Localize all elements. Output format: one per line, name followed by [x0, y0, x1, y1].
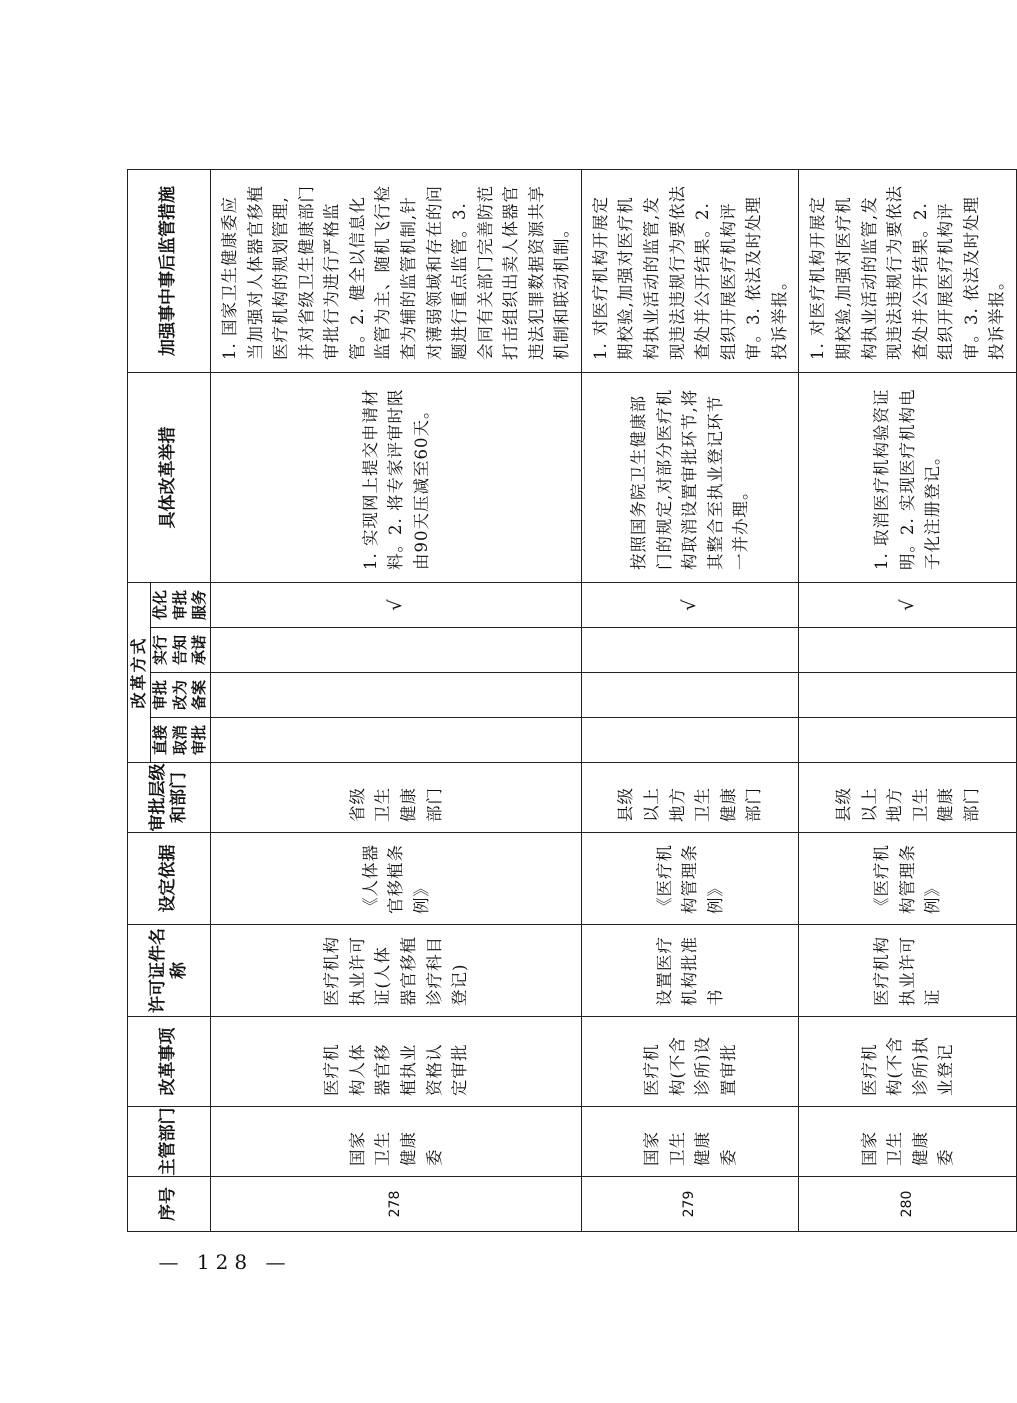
row-seq: 279 — [581, 1177, 799, 1232]
header-supervision: 加强事中事后监管措施 — [128, 169, 211, 372]
row-item: 医疗机构人体器官移植执业资格认定审批 — [322, 1043, 470, 1096]
row-method-cancel — [581, 718, 799, 763]
header-license: 许可证件名称 — [128, 925, 211, 1017]
row-basis: 《人体器官移植条例》 — [360, 844, 431, 914]
row-license: 设置医疗机构批准书 — [654, 936, 725, 1006]
row-method-cancel — [799, 718, 1017, 763]
header-method-group: 改革方式 — [128, 582, 151, 762]
header-method-cancel: 直接取消审批 — [151, 718, 211, 763]
row-measures: 1. 取消医疗机构验资证明。2. 实现医疗机构电子化注册登记。 — [799, 372, 1017, 582]
header-method-commitment: 实行告知承诺 — [151, 628, 211, 673]
row-method-optimize-check: √ — [211, 582, 582, 627]
row-dept: 国家卫生健康委 — [347, 1131, 444, 1166]
page-number-value: 128 — [196, 1250, 254, 1274]
header-measures: 具体改革举措 — [128, 372, 211, 582]
row-level: 县级以上地方卫生健康部门 — [616, 787, 764, 822]
row-supervision: 1. 国家卫生健康委应当加强对人体器官移植医疗机构的规划管理,并对省级卫生健康部门审批行为进行严格监管。2. 健全以信息化监管为主、随机飞行检查为辅的监管机制,针对薄弱领域和存在的问题进行重点监管。3. 会同有关部门完善防范打击组织出卖人体器官违法犯罪数据资源共享机制和联动机制。 — [211, 169, 582, 372]
row-supervision: 1. 对医疗机构开展定期校验,加强对医疗机构执业活动的监管,发现违法违规行为要依法查处并公开结果。2. 组织开展医疗机构评审。3. 依法及时处理投诉举报。 — [581, 169, 799, 372]
row-license: 医疗机构执业许可证 — [872, 936, 943, 1006]
row-method-optimize-check: √ — [581, 582, 799, 627]
row-measures: 按照国务院卫生健康部门的规定,对部分医疗机构取消设置审批环节,将其整合至执业登记环节一并办理。 — [581, 372, 799, 582]
row-method-commitment — [581, 628, 799, 673]
reform-table — [127, 169, 1017, 1232]
row-method-optimize-check: √ — [799, 582, 1017, 627]
row-level: 县级以上地方卫生健康部门 — [833, 787, 981, 822]
row-method-cancel — [211, 718, 582, 763]
row-seq: 280 — [799, 1177, 1017, 1232]
table-row — [581, 169, 799, 1231]
row-license: 医疗机构执业许可证(人体器官移植诊疗科目登记) — [322, 936, 470, 1006]
row-method-filing — [581, 673, 799, 718]
header-method-filing: 审批改为备案 — [151, 673, 211, 718]
header-level: 审批层级和部门 — [128, 763, 211, 833]
rotated-table-container — [127, 170, 1007, 1232]
header-basis: 设定依据 — [128, 833, 211, 925]
row-item: 医疗机构(不含诊所)执业登记 — [859, 1036, 956, 1096]
header-item: 改革事项 — [128, 1017, 211, 1107]
row-seq: 278 — [211, 1177, 582, 1232]
row-method-filing — [211, 673, 582, 718]
row-measures: 1. 实现网上提交申请材料。2. 将专家评审时限由90天压减至60天。 — [211, 372, 582, 582]
row-item: 医疗机构(不含诊所)设置审批 — [642, 1036, 738, 1096]
row-basis: 《医疗机构管理条例》 — [654, 844, 725, 914]
row-dept: 国家卫生健康委 — [859, 1131, 956, 1166]
row-method-commitment — [211, 628, 582, 673]
header-seq: 序号 — [128, 1177, 211, 1232]
row-method-filing — [799, 673, 1017, 718]
row-basis: 《医疗机构管理条例》 — [872, 844, 943, 914]
header-dept: 主管部门 — [128, 1107, 211, 1177]
header-method-optimize: 优化审批服务 — [151, 582, 211, 627]
page-number: — 128 — — [158, 1250, 292, 1274]
row-supervision: 1. 对医疗机构开展定期校验,加强对医疗机构执业活动的监管,发现违法违规行为要依法查处并公开结果。2. 组织开展医疗机构评审。3. 依法及时处理投诉举报。 — [799, 169, 1017, 372]
table-row — [211, 169, 582, 1231]
row-dept: 国家卫生健康委 — [642, 1131, 738, 1166]
row-level: 省级卫生健康部门 — [347, 787, 444, 822]
row-method-commitment — [799, 628, 1017, 673]
table-row — [799, 169, 1017, 1231]
